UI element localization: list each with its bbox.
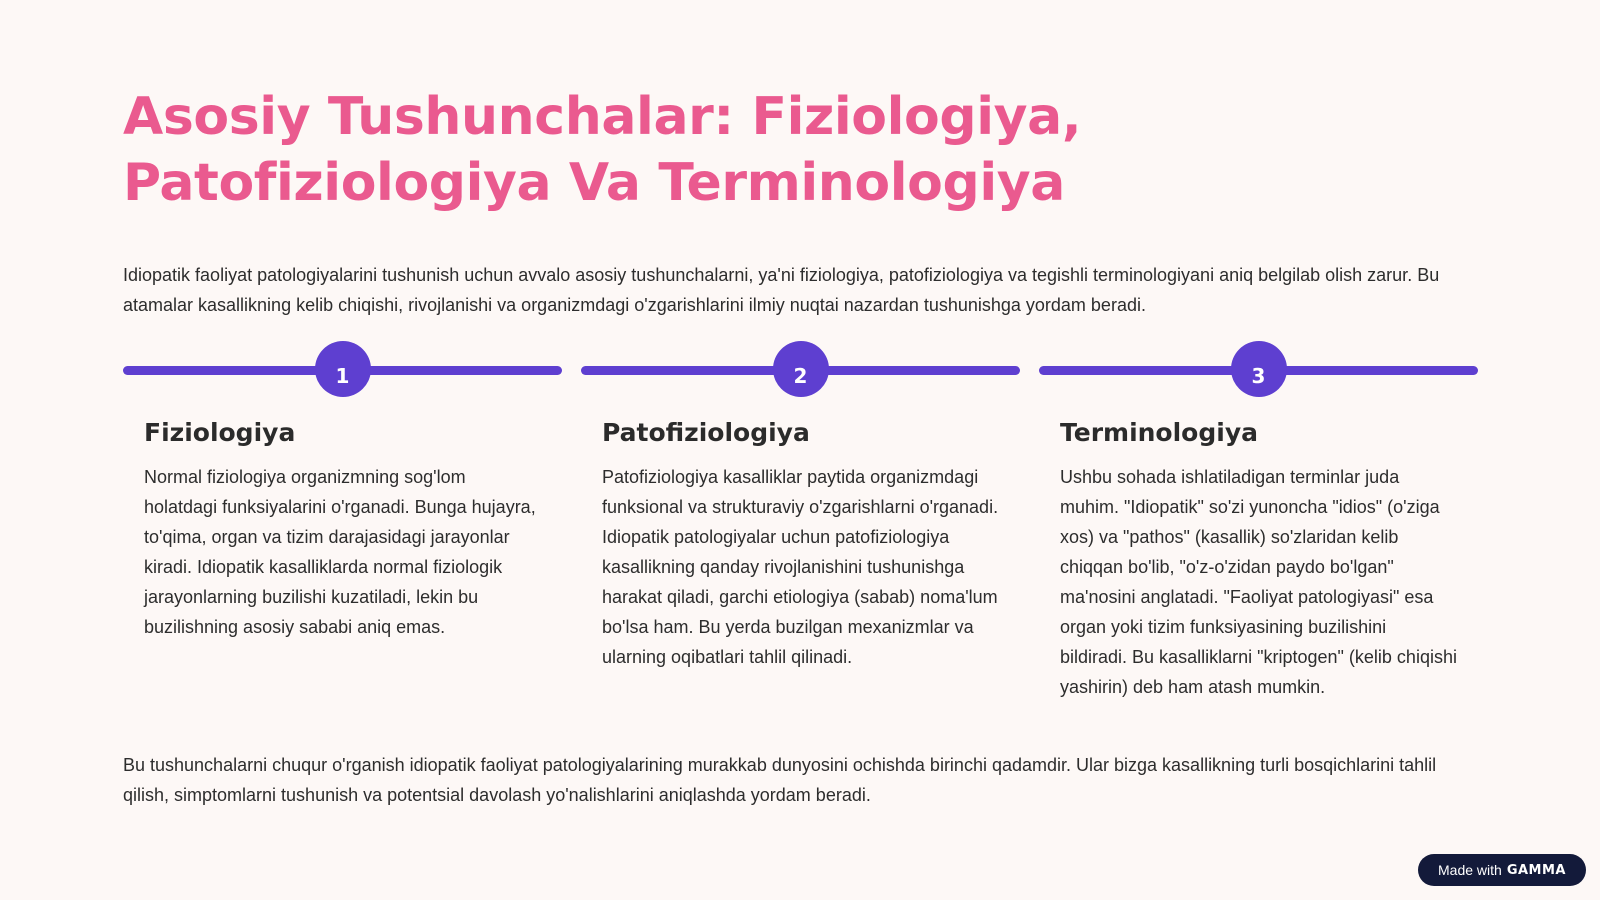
- step-patofiziologiya: [581, 340, 1020, 702]
- step-text: Normal fiziologiya organizmning sog'lom holatdagi funksiyalarini o'rganadi. Bunga hujayra, to'qima, organ va tizim darajasidagi jarayonlar kiradi. Idiopatik kasalliklarda normal fiziologik jarayonlarning buzilishi kuzatiladi, lekin bu buzilishning asosiy sababi aniq emas.: [144, 467, 536, 637]
- made-with-gamma-badge[interactable]: [1418, 854, 1586, 886]
- gamma-logo: GAMMA: [1506, 862, 1566, 878]
- step-body: [123, 416, 562, 642]
- step-number-badge: 3: [1231, 341, 1287, 397]
- step-terminologiya: [1039, 340, 1478, 702]
- step-title: Terminologiya: [1060, 418, 1258, 447]
- step-body: [1039, 416, 1478, 702]
- step-number-badge: 2: [773, 341, 829, 397]
- outro-paragraph: Bu tushunchalarni chuqur o'rganish idiopatik faoliyat patologiyalarining murakkab dunyosini ochishda birinchi qadamdir. Ular bizga kasallikning turli bosqichlarini tahlil qilish, simptomlarni tushunish va potentsial davolash yo'nalishlarini aniqlashda yordam beradi.: [123, 755, 1437, 805]
- steps-row: [123, 340, 1478, 702]
- page-title: Asosiy Tushunchalar: Fiziologiya, Patofiziologiya Va Terminologiya: [123, 87, 1082, 213]
- step-text: Ushbu sohada ishlatiladigan terminlar juda muhim. "Idiopatik" so'zi yunoncha "idios" (o'ziga xos) va "pathos" (kasallik) so'zlaridan kelib chiqqan bo'lib, "o'z-o'zidan paydo bo'lgan" ma'nosini anglatadi. "Faoliyat patologiyasi" esa organ yoki tizim funksiyasining buzilishini bildiradi. Bu kasalliklarni "kriptogen" (kelib chiqishi yashirin) deb ham atash mumkin.: [1060, 467, 1457, 697]
- step-title: Fiziologiya: [144, 418, 296, 447]
- step-track: [1039, 340, 1478, 398]
- slide-content: [123, 84, 1478, 810]
- step-number-badge: 1: [315, 341, 371, 397]
- step-text: Patofiziologiya kasalliklar paytida organizmdagi funksional va strukturaviy o'zgarishlarni o'rganadi. Idiopatik patologiyalar uchun patofiziologiya kasallikning qanday rivojlanishini tushunishga harakat qiladi, garchi etiologiya (sabab) noma'lum bo'lsa ham. Bu yerda buzilgan mexanizmlar va ularning oqibatlari tahlil qilinadi.: [602, 467, 999, 667]
- step-track: [123, 340, 562, 398]
- step-body: [581, 416, 1020, 672]
- badge-prefix: Made with: [1438, 862, 1502, 878]
- step-fiziologiya: [123, 340, 562, 702]
- step-title: Patofiziologiya: [602, 418, 810, 447]
- intro-paragraph: Idiopatik faoliyat patologiyalarini tushunish uchun avvalo asosiy tushunchalarni, ya'ni fiziologiya, patofiziologiya va tegishli terminologiyani aniq belgilab olish zarur. Bu atamalar kasallikning kelib chiqishi, rivojlanishi va organizmdagi o'zgarishlarini ilmiy nuqtai nazardan tushunishga yordam beradi.: [123, 265, 1440, 315]
- step-track: [581, 340, 1020, 398]
